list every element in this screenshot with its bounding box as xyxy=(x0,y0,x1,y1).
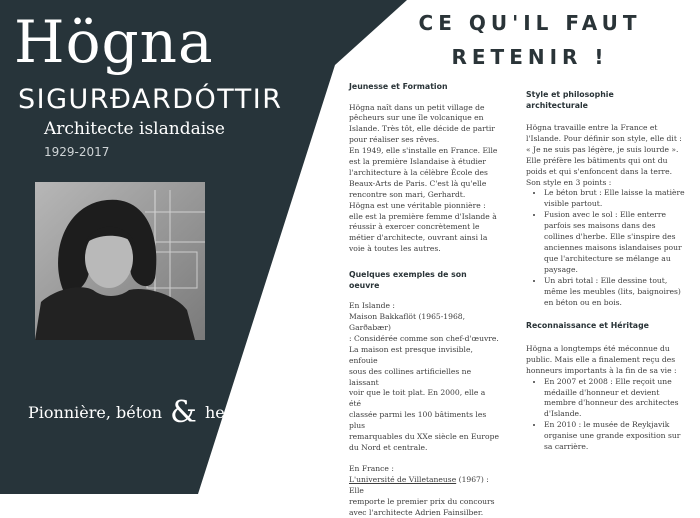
section-title-formation: Jeunesse et Formation xyxy=(349,82,448,91)
section-title-style: Style et philosophie architecturale xyxy=(526,90,614,110)
style-bullet-beton: • Le béton brut : Elle laisse la matière visible partout. xyxy=(544,188,686,210)
recognition-intro-text: Högna a longtemps été méconnue du public. Mais elle a finalement reçu des honneurs importants à la fin de sa vie : xyxy=(526,343,677,375)
last-name-title: SIGURÐARDÓTTIR xyxy=(18,84,283,115)
portrait-photo xyxy=(35,182,205,340)
formation-text: Högna naît dans un petit village de pêcheurs sur une île volcanique en Islande. Très tôt, elle décide de partir pour réaliser ses rêves. En 1949, elle s'installe en France. Elle est la première Islandaise à étudier l'architecture à la célèbre École des Beaux-Arts de Paris. C'est là qu'elle rencontre son mari, Gerhardt. Högna est une véritable pionnière : elle est la première femme d'Islande à réussir à exercer concrètement le métier d'architecte, ouvrant ainsi la voie à toutes les autres. xyxy=(349,102,498,254)
villetaneuse-link[interactable]: L'université de Villetaneuse xyxy=(349,474,457,484)
tagline-ampersand: & xyxy=(170,395,197,430)
tagline xyxy=(28,393,252,433)
examples-island-text: En Islande : Maison Bakkaflöt (1965-1968, Garðabær) : Considérée comme son chef-d'œuvre. La maison est presque invisible, enfouie sous des collines artificielles ne laissant voir que le toit plat. En 2000, elle a été classée parmi les 100 bâtiments les plus remarquables du XXe siècle en Europe du Nord et centrale. xyxy=(349,301,499,452)
tagline-part-2: herbe xyxy=(204,403,253,422)
column-right xyxy=(526,90,686,453)
recognition-bullet-2007: • En 2007 et 2008 : Elle reçoit une médaille d'honneur et devient membre d'honneur des architectes d'Islande. xyxy=(544,377,686,421)
section-title-examples: Quelques exemples de son oeuvre xyxy=(349,270,467,290)
recognition-bullet-list xyxy=(526,377,686,453)
first-name-title: Högna xyxy=(14,8,214,76)
examples-france-text: En France : L'université de Villetaneuse (1967) : Elle remporte le premier prix du concours avec l'architecte Adrien Fainsilber. xyxy=(349,463,495,517)
column-left xyxy=(349,82,499,518)
tagline-part-1: Pionnière, béton xyxy=(28,403,163,422)
page-heading: CE QU'IL FAUT RETENIR ! xyxy=(418,11,642,69)
section-title-recognition: Reconnaissance et Héritage xyxy=(526,321,649,331)
life-years: 1929-2017 xyxy=(44,145,110,159)
style-intro-text: Högna travaille entre la France et l'Islande. Pour définir son style, elle dit : « Je ne suis pas légère, je suis lourde ». Elle préfère les bâtiments qui ont du poids et qui s'enfoncent dans la terre. Son style en 3 points : xyxy=(526,123,682,187)
recognition-bullet-2010: • En 2010 : le musée de Reykjavik organise une grande exposition sur sa carrière. xyxy=(544,420,686,453)
style-bullet-abri: • Un abri total : Elle dessine tout, même les meubles (lits, baignoires) en béton ou en bois. xyxy=(544,276,686,309)
style-bullet-fusion: • Fusion avec le sol : Elle enterre parfois ses maisons dans des collines d'herbe. Elle s'inspire des anciennes maisons islandaises pour que l'architecture se mélange au paysage. xyxy=(544,210,686,275)
role-subtitle: Architecte islandaise xyxy=(44,119,225,139)
style-bullet-list xyxy=(526,188,686,308)
